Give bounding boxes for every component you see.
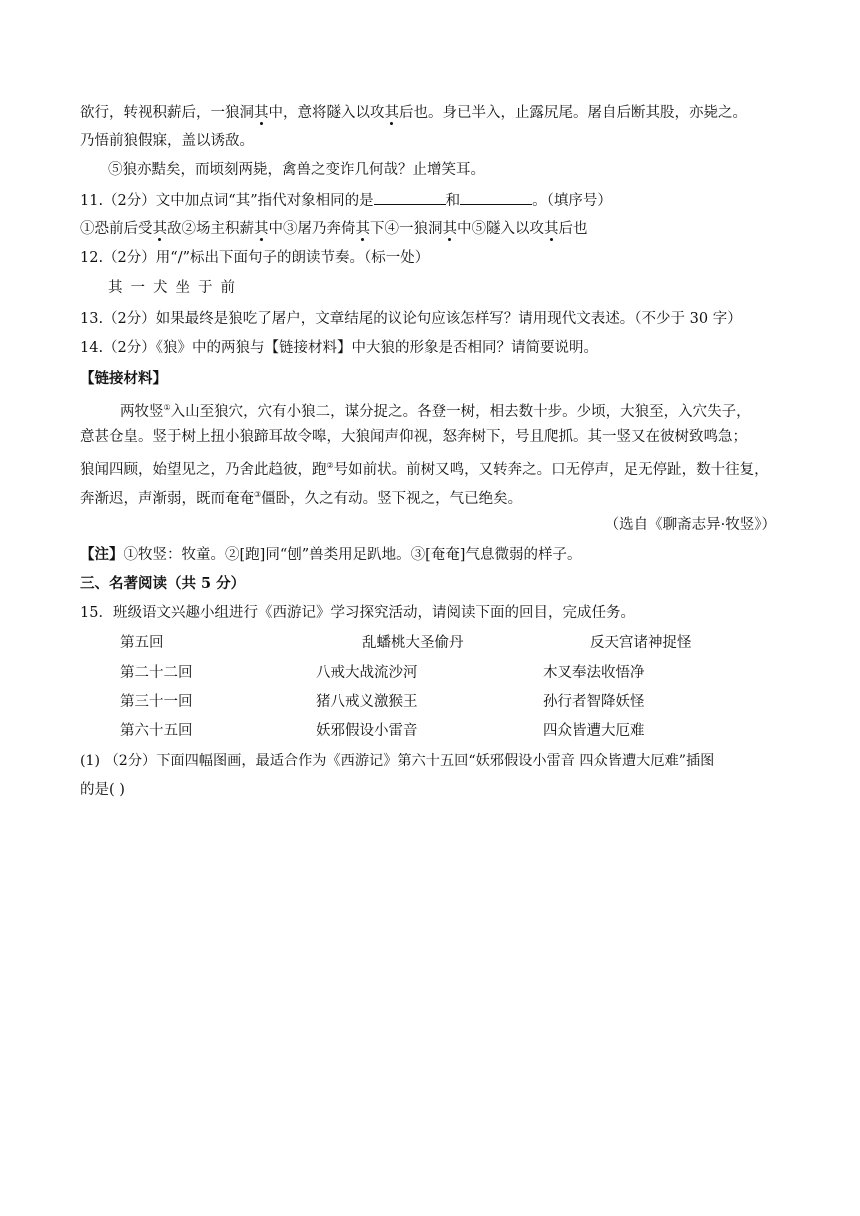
chapter-title-2: 四众皆遭大厄难	[543, 723, 645, 739]
chapter-title-1: 八戒大战流沙河	[316, 665, 418, 681]
answer-blank-1[interactable]	[374, 192, 446, 205]
question-15-1: (1) （2分）下面四幅图画，最适合作为《西游记》第六十五回“妖邪假设小雷音 四众皆遭大厄难”插图	[80, 753, 715, 769]
question-14: 14.（2分）《狼》中的两狼与【链接材料】中大狼的形象是否相同？请简要说明。	[80, 340, 599, 356]
option-2: ②场主积薪其中	[181, 221, 283, 237]
passage-line-2: 乃悟前狼假寐，盖以诱敌。	[80, 133, 254, 149]
link-material-heading: 【链接材料】	[80, 370, 167, 387]
option-1: ①恐前后受其敌	[80, 221, 182, 237]
question-12: 12.（2分）用“/”标出下面句子的朗读节奏。（标一处）	[80, 250, 430, 266]
chapter-title-2: 孙行者智降妖怪	[543, 694, 645, 710]
question-11-options	[80, 219, 588, 239]
rhythm-sentence[interactable]: 其 一 犬 坐 于 前	[108, 280, 235, 296]
link-line-1: 两牧竖①入山至狼穴，穴有小狼二，谋分捉之。各登一树，相去数十步。少顷，大狼至，入穴失子，	[120, 403, 751, 420]
question-11: 11.（2分）文中加点词“其”指代对象相同的是 和 。（填序号）	[80, 193, 612, 209]
option-5: ⑤隧入以攻其后也	[471, 221, 588, 237]
link-line-3: 狼闻四顾，始望见之，乃舍此趋彼，跑②号如前状。前树又鸣，又转奔之。口无停声，足无停趾，数十往复，	[80, 461, 769, 478]
chapter-num: 第二十二回	[120, 665, 193, 681]
chapter-title-2: 木叉奉法收悟净	[543, 665, 645, 681]
chapter-title-2: 反天宫诸神捉怪	[590, 635, 692, 651]
question-15-1-answer[interactable]: 的是( )	[80, 782, 125, 798]
chapter-title-1: 猪八戒义激猴王	[316, 694, 418, 710]
option-4: ④一狼洞其中	[384, 221, 472, 237]
question-13: 13.（2分）如果最终是狼吃了屠户，文章结尾的议论句应该怎样写？请用现代文表述。（不少于 30 字）	[80, 311, 742, 327]
link-line-2: 意甚仓皇。竖于树上扭小狼蹄耳故令嗥，大狼闻声仰视，怒奔树下，号且爬抓。其一竖又在彼树致鸣急；	[80, 429, 747, 445]
dotted-qi: 其	[254, 105, 269, 121]
section-heading: 三、名著阅读（共 5 分）	[80, 575, 246, 592]
chapter-title-1: 妖邪假设小雷音	[316, 723, 418, 739]
passage-line-3: ⑤狼亦黠矣，而顷刻两毙，禽兽之变诈几何哉？止增笑耳。	[108, 162, 485, 178]
question-15: 15．班级语文兴趣小组进行《西游记》学习探究活动，请阅读下面的回目，完成任务。	[80, 605, 635, 621]
chapter-num: 第六十五回	[120, 723, 193, 739]
chapter-num: 第五回	[120, 635, 164, 651]
chapter-num: 第三十一回	[120, 694, 193, 710]
chapter-title-1: 乱蟠桃大圣偷丹	[362, 635, 464, 651]
dotted-qi: 其	[384, 105, 399, 121]
option-3: ③屠乃奔倚其下	[283, 221, 385, 237]
answer-blank-2[interactable]	[460, 192, 532, 205]
passage-line-1: 欲行，转视积薪后，一狼洞其中，意将隧入以攻其后也。身已半入，止露尻尾。屠自后断其股，亦毙之。	[80, 105, 747, 121]
source-citation: （选自《聊斋志异·牧竖》）	[604, 517, 776, 533]
link-line-4: 奔渐迟，声渐弱，既而奄奄③僵卧，久之有动。竖下视之，气已绝矣。	[80, 490, 523, 507]
annotation-note: 【注】①牧竖：牧童。②[跑]同“刨”兽类用足趴地。③[奄奄]气息微弱的样子。	[80, 546, 582, 563]
